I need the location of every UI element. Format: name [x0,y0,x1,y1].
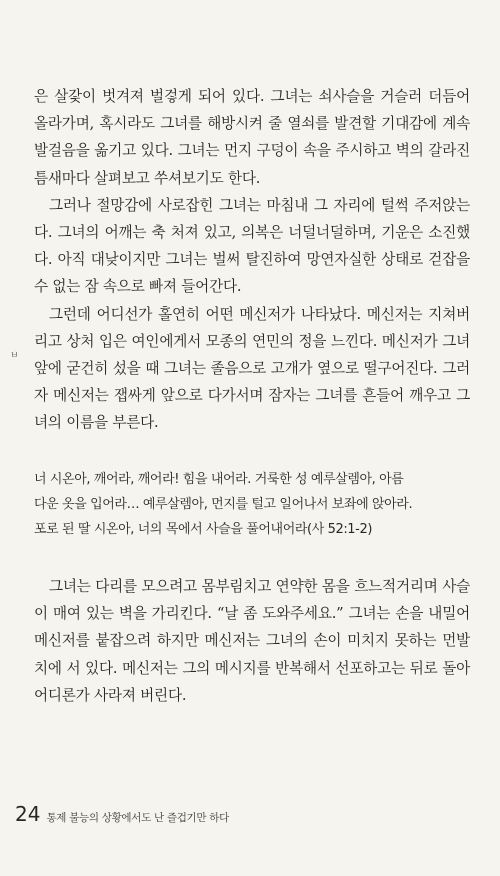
closing-text [34,573,470,709]
paragraph-4: 그녀는 다리를 모으려고 몸부림치고 연약한 몸을 흐느적거리며 사슬이 매여 있는 벽을 가리킨다. “날 좀 도와주세요.” 그녀는 손을 내밀어 메신저를 붙잡으려 하지만 메신저는 그녀의 손이 미치지 못하는 먼발치에 서 있다. 메신저는 그의 메시지를 반복해서 선포하고는 뒤로 돌아 어디론가 사라져 버린다. [34,578,470,704]
running-title: 통제 불능의 상황에서도 난 즐겁기만 하다 [46,812,229,824]
quote-line-3: 포로 된 딸 시온아, 너의 목에서 사슬을 풀어내어라(사 52:1-2) [34,522,373,537]
page-number: 24 [15,802,41,826]
scripture-quote [34,467,470,542]
page-footer [15,802,229,828]
paragraph-3: 그런데 어디선가 홀연히 어떤 메신저가 나타났다. 메신저는 지쳐버리고 상처 입은 여인에게서 모종의 연민의 정을 느낀다. 메신저가 그녀 앞에 굳건히 섰을 때 그녀는 졸음으로 고개가 옆으로 떨구어진다. 그러자 메신저는 잽싸게 앞으로 다가서며 잠자는 그녀를 흔들어 깨우고 그녀의 이름을 부른다. [34,305,470,432]
margin-mark: ㅂ [10,351,19,361]
quote-line-2: 다운 옷을 입어라… 예루살렘아, 먼지를 털고 일어나서 보좌에 앉아라. [34,497,413,512]
paragraph-2: 그러나 절망감에 사로잡힌 그녀는 마침내 그 자리에 털썩 주저앉는다. 그녀의 어깨는 축 처져 있고, 의복은 너덜너덜하며, 기운은 소진했다. 아직 대낮이지만 그녀는 벌써 탈진하여 망연자실한 상태로 걷잡을 수 없는 잠 속으로 빠져 들어간다. [34,196,470,296]
paragraph-1: 은 살갗이 벗겨져 벌겋게 되어 있다. 그녀는 쇠사슬을 거슬러 더듬어 올라가며, 혹시라도 그녀를 해방시켜 줄 열쇠를 발견할 기대감에 계속 발걸음을 옮기고 있다. 그녀는 먼지 구덩이 속을 주시하고 벽의 갈라진 틈새마다 살펴보고 쑤셔보기도 한다. [34,88,470,187]
quote-line-1: 너 시온아, 깨어라, 깨어라! 힘을 내어라. 거룩한 성 예루살렘아, 아름 [34,472,404,487]
body-text [34,83,470,437]
